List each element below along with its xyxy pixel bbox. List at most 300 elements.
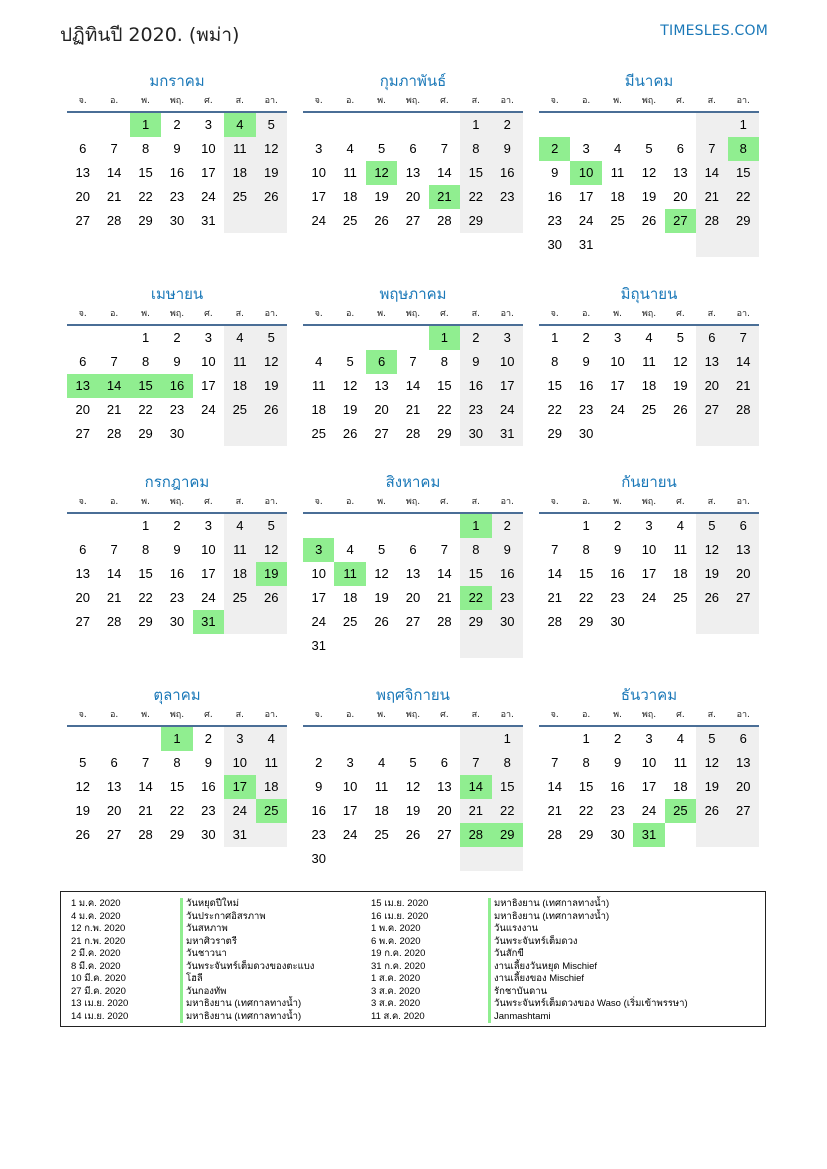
day-cell[interactable]: 12 [366,161,397,185]
day-cell[interactable]: 27 [106,827,122,842]
day-cell[interactable]: 11 [673,542,688,557]
day-cell[interactable]: 22 [138,189,153,204]
day-cell[interactable]: 25 [342,213,358,228]
day-cell[interactable]: 14 [460,775,491,799]
day-cell[interactable]: 16 [169,165,185,180]
day-cell[interactable]: 3 [645,518,653,533]
day-cell[interactable]: 21 [547,803,562,818]
day-cell[interactable]: 17 [224,775,255,799]
day-cell[interactable]: 13 [405,566,421,581]
day-cell[interactable]: 23 [610,803,625,818]
day-cell[interactable]: 5 [676,330,685,345]
day-cell[interactable]: 20 [374,402,389,417]
day-cell[interactable]: 16 [492,161,523,185]
day-cell[interactable]: 14 [547,566,562,581]
day-cell[interactable]: 20 [405,590,421,605]
day-cell[interactable]: 8 [582,542,590,557]
day-cell[interactable]: 14 [437,566,452,581]
day-cell[interactable]: 12 [641,165,657,180]
day-cell[interactable]: 18 [224,562,255,586]
day-cell[interactable]: 26 [673,402,688,417]
day-cell[interactable]: 2 [460,326,491,350]
day-cell[interactable]: 27 [75,614,90,629]
day-cell[interactable]: 26 [641,213,657,228]
day-cell[interactable]: 15 [437,378,452,393]
day-cell[interactable]: 21 [728,374,759,398]
day-cell[interactable]: 13 [106,779,122,794]
day-cell[interactable]: 23 [610,590,625,605]
day-cell[interactable]: 26 [405,827,421,842]
day-cell[interactable]: 30 [547,237,562,252]
day-cell[interactable]: 7 [551,542,559,557]
day-cell[interactable]: 21 [106,189,122,204]
day-cell[interactable]: 22 [728,185,759,209]
day-cell[interactable]: 26 [696,799,727,823]
day-cell[interactable]: 9 [460,350,491,374]
day-cell[interactable]: 9 [492,538,523,562]
day-cell[interactable]: 27 [696,398,727,422]
day-cell[interactable]: 5 [696,727,727,751]
day-cell[interactable]: 29 [138,614,153,629]
day-cell[interactable]: 29 [578,827,594,842]
day-cell[interactable]: 30 [460,422,491,446]
day-cell[interactable]: 24 [578,213,594,228]
day-cell[interactable]: 5 [256,113,287,137]
day-cell[interactable]: 3 [204,117,213,132]
day-cell[interactable]: 24 [492,398,523,422]
day-cell[interactable]: 11 [642,354,656,369]
day-cell[interactable]: 16 [610,779,625,794]
day-cell[interactable]: 9 [315,779,323,794]
day-cell[interactable]: 5 [645,141,653,156]
day-cell[interactable]: 4 [613,141,622,156]
day-cell[interactable]: 23 [311,827,326,842]
day-cell[interactable]: 28 [547,614,562,629]
day-cell[interactable]: 6 [696,326,727,350]
day-cell[interactable]: 31 [311,638,326,653]
day-cell[interactable]: 1 [141,518,150,533]
day-cell[interactable]: 7 [460,751,491,775]
day-cell[interactable]: 21 [429,185,460,209]
day-cell[interactable]: 17 [342,803,358,818]
day-cell[interactable]: 15 [138,165,153,180]
day-cell[interactable]: 22 [138,402,153,417]
day-cell[interactable]: 2 [204,731,213,746]
day-cell[interactable]: 31 [224,823,255,847]
day-cell[interactable]: 22 [169,803,185,818]
day-cell[interactable]: 5 [256,514,287,538]
day-cell[interactable]: 23 [460,398,491,422]
day-cell[interactable]: 22 [138,590,153,605]
day-cell[interactable]: 27 [665,209,696,233]
day-cell[interactable]: 12 [696,538,727,562]
day-cell[interactable]: 19 [696,562,727,586]
day-cell[interactable]: 29 [460,209,491,233]
day-cell[interactable]: 8 [492,751,523,775]
day-cell[interactable]: 18 [311,402,326,417]
day-cell[interactable]: 18 [673,779,688,794]
day-cell[interactable]: 26 [256,398,287,422]
day-cell[interactable]: 28 [460,823,491,847]
day-cell[interactable]: 4 [676,518,685,533]
day-cell[interactable]: 6 [409,542,417,557]
day-cell[interactable]: 7 [141,755,150,770]
day-cell[interactable]: 6 [440,755,449,770]
day-cell[interactable]: 17 [311,189,326,204]
day-cell[interactable]: 13 [673,165,688,180]
day-cell[interactable]: 17 [641,779,657,794]
day-cell[interactable]: 9 [492,137,523,161]
day-cell[interactable]: 19 [75,803,90,818]
day-cell[interactable]: 5 [256,326,287,350]
day-cell[interactable]: 19 [673,378,688,393]
day-cell[interactable]: 18 [342,590,358,605]
day-cell[interactable]: 3 [224,727,255,751]
day-cell[interactable]: 15 [138,566,153,581]
day-cell[interactable]: 15 [728,161,759,185]
day-cell[interactable]: 4 [346,542,354,557]
day-cell[interactable]: 22 [437,402,452,417]
day-cell[interactable]: 8 [173,755,181,770]
day-cell[interactable]: 30 [610,827,625,842]
day-cell[interactable]: 16 [161,374,192,398]
day-cell[interactable]: 8 [551,354,559,369]
day-cell[interactable]: 27 [374,426,389,441]
day-cell[interactable]: 14 [138,779,153,794]
day-cell[interactable]: 14 [547,779,562,794]
day-cell[interactable]: 12 [256,538,287,562]
day-cell[interactable]: 16 [311,803,326,818]
day-cell[interactable]: 13 [75,165,90,180]
day-cell[interactable]: 16 [610,566,625,581]
day-cell[interactable]: 6 [110,755,118,770]
day-cell[interactable]: 13 [405,165,421,180]
day-cell[interactable]: 3 [582,141,590,156]
day-cell[interactable]: 5 [346,354,354,369]
day-cell[interactable]: 1 [161,727,192,751]
day-cell[interactable]: 19 [641,189,657,204]
day-cell[interactable]: 2 [315,755,323,770]
day-cell[interactable]: 16 [201,779,216,794]
day-cell[interactable]: 29 [547,426,562,441]
day-cell[interactable]: 15 [169,779,185,794]
day-cell[interactable]: 17 [641,566,657,581]
day-cell[interactable]: 15 [130,374,161,398]
day-cell[interactable]: 30 [201,827,216,842]
day-cell[interactable]: 12 [75,779,90,794]
day-cell[interactable]: 12 [374,566,389,581]
day-cell[interactable]: 31 [633,823,664,847]
day-cell[interactable]: 20 [728,775,759,799]
day-cell[interactable]: 1 [492,727,523,751]
day-cell[interactable]: 12 [256,350,287,374]
day-cell[interactable]: 24 [311,614,326,629]
day-cell[interactable]: 11 [343,165,357,180]
day-cell[interactable]: 27 [405,213,421,228]
day-cell[interactable]: 12 [256,137,287,161]
day-cell[interactable]: 24 [201,189,216,204]
day-cell[interactable]: 11 [224,350,255,374]
day-cell[interactable]: 2 [173,330,181,345]
day-cell[interactable]: 13 [75,566,90,581]
day-cell[interactable]: 8 [141,542,150,557]
day-cell[interactable]: 8 [582,755,590,770]
day-cell[interactable]: 18 [374,803,389,818]
day-cell[interactable]: 10 [641,542,657,557]
day-cell[interactable]: 25 [256,799,287,823]
day-cell[interactable]: 4 [224,326,255,350]
day-cell[interactable]: 11 [256,751,287,775]
day-cell[interactable]: 11 [673,755,688,770]
day-cell[interactable]: 8 [141,354,150,369]
day-cell[interactable]: 14 [98,374,129,398]
day-cell[interactable]: 14 [106,165,122,180]
day-cell[interactable]: 10 [311,165,326,180]
day-cell[interactable]: 8 [460,137,491,161]
day-cell[interactable]: 19 [342,402,358,417]
day-cell[interactable]: 13 [67,374,98,398]
day-cell[interactable]: 20 [728,562,759,586]
day-cell[interactable]: 6 [79,354,87,369]
day-cell[interactable]: 14 [728,350,759,374]
day-cell[interactable]: 19 [374,189,389,204]
day-cell[interactable]: 10 [641,755,657,770]
day-cell[interactable]: 20 [106,803,122,818]
day-cell[interactable]: 3 [645,731,653,746]
day-cell[interactable]: 16 [169,566,185,581]
day-cell[interactable]: 3 [613,330,622,345]
day-cell[interactable]: 27 [728,799,759,823]
day-cell[interactable]: 5 [377,542,386,557]
day-cell[interactable]: 15 [492,775,523,799]
day-cell[interactable]: 30 [610,614,625,629]
day-cell[interactable]: 17 [492,374,523,398]
day-cell[interactable]: 29 [728,209,759,233]
day-cell[interactable]: 19 [256,562,287,586]
day-cell[interactable]: 16 [460,374,491,398]
day-cell[interactable]: 4 [315,354,323,369]
day-cell[interactable]: 4 [224,514,255,538]
day-cell[interactable]: 11 [224,137,255,161]
day-cell[interactable]: 7 [551,755,559,770]
day-cell[interactable]: 30 [169,426,185,441]
day-cell[interactable]: 20 [75,189,90,204]
day-cell[interactable]: 21 [437,590,452,605]
day-cell[interactable]: 15 [578,779,594,794]
day-cell[interactable]: 12 [696,751,727,775]
day-cell[interactable]: 3 [346,755,354,770]
day-cell[interactable]: 26 [256,185,287,209]
day-cell[interactable]: 1 [582,518,590,533]
day-cell[interactable]: 26 [696,586,727,610]
day-cell[interactable]: 9 [613,755,622,770]
day-cell[interactable]: 5 [696,514,727,538]
day-cell[interactable]: 16 [547,189,562,204]
day-cell[interactable]: 12 [405,779,421,794]
day-cell[interactable]: 18 [224,374,255,398]
day-cell[interactable]: 15 [460,161,491,185]
day-cell[interactable]: 9 [173,542,181,557]
day-cell[interactable]: 20 [673,189,688,204]
day-cell[interactable]: 25 [641,402,657,417]
day-cell[interactable]: 4 [645,330,653,345]
day-cell[interactable]: 2 [582,330,590,345]
day-cell[interactable]: 20 [75,590,90,605]
day-cell[interactable]: 14 [696,161,727,185]
day-cell[interactable]: 4 [377,755,386,770]
day-cell[interactable]: 5 [377,141,386,156]
day-cell[interactable]: 28 [437,614,452,629]
day-cell[interactable]: 19 [256,161,287,185]
day-cell[interactable]: 11 [224,538,255,562]
day-cell[interactable]: 3 [303,538,334,562]
day-cell[interactable]: 28 [696,209,727,233]
day-cell[interactable]: 13 [374,378,389,393]
day-cell[interactable]: 28 [106,426,122,441]
day-cell[interactable]: 14 [106,566,122,581]
day-cell[interactable]: 9 [582,354,590,369]
day-cell[interactable]: 7 [110,141,118,156]
day-cell[interactable]: 19 [696,775,727,799]
day-cell[interactable]: 10 [342,779,358,794]
day-cell[interactable]: 23 [169,590,185,605]
day-cell[interactable]: 20 [696,374,727,398]
day-cell[interactable]: 27 [405,614,421,629]
day-cell[interactable]: 17 [610,378,625,393]
day-cell[interactable]: 13 [437,779,452,794]
day-cell[interactable]: 24 [201,402,216,417]
day-cell[interactable]: 10 [224,751,255,775]
day-cell[interactable]: 10 [201,354,216,369]
day-cell[interactable]: 27 [75,213,90,228]
day-cell[interactable]: 26 [342,426,358,441]
day-cell[interactable]: 25 [665,799,696,823]
day-cell[interactable]: 18 [256,775,287,799]
day-cell[interactable]: 19 [256,374,287,398]
day-cell[interactable]: 7 [440,141,449,156]
day-cell[interactable]: 11 [311,378,326,393]
day-cell[interactable]: 28 [106,614,122,629]
day-cell[interactable]: 18 [673,566,688,581]
day-cell[interactable]: 17 [201,378,216,393]
day-cell[interactable]: 20 [75,402,90,417]
day-cell[interactable]: 7 [110,542,118,557]
day-cell[interactable]: 21 [106,402,122,417]
day-cell[interactable]: 22 [578,590,594,605]
day-cell[interactable]: 10 [201,141,216,156]
day-cell[interactable]: 23 [169,402,185,417]
day-cell[interactable]: 3 [204,330,213,345]
day-cell[interactable]: 6 [728,727,759,751]
day-cell[interactable]: 18 [342,189,358,204]
day-cell[interactable]: 2 [173,518,181,533]
day-cell[interactable]: 6 [79,542,87,557]
day-cell[interactable]: 8 [141,141,150,156]
day-cell[interactable]: 1 [460,514,491,538]
day-cell[interactable]: 30 [169,614,185,629]
day-cell[interactable]: 28 [547,827,562,842]
day-cell[interactable]: 9 [551,165,559,180]
day-cell[interactable]: 17 [201,566,216,581]
day-cell[interactable]: 13 [696,350,727,374]
day-cell[interactable]: 5 [409,755,417,770]
day-cell[interactable]: 2 [539,137,570,161]
day-cell[interactable]: 18 [610,189,625,204]
day-cell[interactable]: 9 [613,542,622,557]
brand-link[interactable]: TIMESLES.COM [660,23,768,39]
day-cell[interactable]: 2 [492,514,523,538]
day-cell[interactable]: 7 [409,354,417,369]
day-cell[interactable]: 24 [641,803,657,818]
day-cell[interactable]: 7 [696,137,727,161]
day-cell[interactable]: 24 [641,590,657,605]
day-cell[interactable]: 9 [173,141,181,156]
day-cell[interactable]: 25 [311,426,326,441]
day-cell[interactable]: 21 [547,590,562,605]
day-cell[interactable]: 10 [610,354,625,369]
day-cell[interactable]: 8 [728,137,759,161]
day-cell[interactable]: 2 [173,117,181,132]
day-cell[interactable]: 24 [224,799,255,823]
day-cell[interactable]: 20 [405,189,421,204]
day-cell[interactable]: 21 [405,402,421,417]
day-cell[interactable]: 1 [130,113,161,137]
day-cell[interactable]: 22 [578,803,594,818]
day-cell[interactable]: 7 [440,542,449,557]
day-cell[interactable]: 11 [334,562,365,586]
day-cell[interactable]: 26 [374,614,389,629]
day-cell[interactable]: 7 [110,354,118,369]
day-cell[interactable]: 30 [578,426,594,441]
day-cell[interactable]: 23 [578,402,594,417]
day-cell[interactable]: 24 [311,213,326,228]
day-cell[interactable]: 24 [342,827,358,842]
day-cell[interactable]: 10 [201,542,216,557]
day-cell[interactable]: 31 [193,610,224,634]
day-cell[interactable]: 8 [460,538,491,562]
day-cell[interactable]: 2 [613,518,622,533]
day-cell[interactable]: 3 [204,518,213,533]
day-cell[interactable]: 10 [570,161,601,185]
day-cell[interactable]: 2 [613,731,622,746]
day-cell[interactable]: 22 [547,402,562,417]
day-cell[interactable]: 1 [551,330,559,345]
day-cell[interactable]: 26 [75,827,90,842]
day-cell[interactable]: 27 [437,827,452,842]
day-cell[interactable]: 9 [204,755,213,770]
day-cell[interactable]: 4 [676,731,685,746]
day-cell[interactable]: 15 [578,566,594,581]
day-cell[interactable]: 27 [75,426,90,441]
day-cell[interactable]: 2 [492,113,523,137]
day-cell[interactable]: 3 [492,326,523,350]
day-cell[interactable]: 20 [437,803,452,818]
day-cell[interactable]: 3 [315,141,323,156]
day-cell[interactable]: 30 [311,851,326,866]
day-cell[interactable]: 25 [374,827,389,842]
day-cell[interactable]: 31 [201,213,216,228]
day-cell[interactable]: 25 [610,213,625,228]
day-cell[interactable]: 14 [405,378,421,393]
day-cell[interactable]: 1 [460,113,491,137]
day-cell[interactable]: 1 [429,326,460,350]
day-cell[interactable]: 4 [346,141,354,156]
day-cell[interactable]: 9 [173,354,181,369]
day-cell[interactable]: 8 [440,354,449,369]
day-cell[interactable]: 23 [169,189,185,204]
day-cell[interactable]: 28 [405,426,421,441]
day-cell[interactable]: 18 [641,378,657,393]
